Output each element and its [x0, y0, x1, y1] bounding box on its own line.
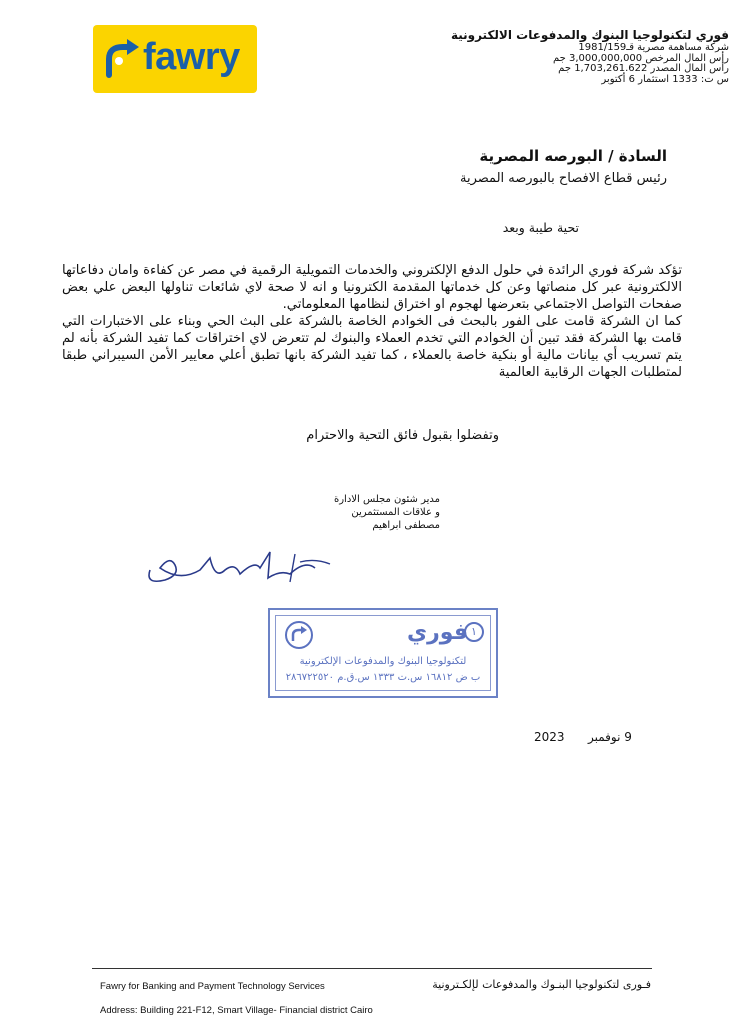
commercial-register: س ت: 1333 استثمار 6 أكتوبر [601, 73, 729, 85]
body-paragraph-2: كما ان الشركة قامت على الفور بالبحث فى الخوادم الخاصة بالشركة على البث الحي وبناء على الاختبارات التي قامت بها الشركة فقد تبين أن الخوادم التي تخدم العملاء والبنوك لم تتعرض لاي اختراقات كما تفيد الشركة بأنه لم يتم تسريب أي بيانات مالية أو بنكية خاصة بالعملاء ، كما تفيد الشركة بانها تطبق أعلي معايير الأمن السيبراني طبقا لمتطلبات الجهات الرقابية العالمية [62, 314, 682, 380]
stamp-number-badge: ١ [464, 622, 484, 642]
stamp-line-1: لتكنولوجيا البنوك والمدفوعات الإلكترونية [299, 656, 467, 667]
signatory-title-1: مدير شئون مجلس الادارة [333, 494, 440, 505]
footer-company-ar: فـورى لتكنولوجيا البنـوك والمدفوعات لإلكـترونية [432, 978, 651, 991]
company-header [409, 28, 729, 85]
fawry-logo [93, 25, 257, 93]
letter-body [62, 262, 682, 381]
fawry-arrow-icon [105, 39, 141, 79]
stamp-company-name: فوري [406, 620, 468, 645]
date-year: 2023 [534, 730, 565, 744]
company-stamp [268, 608, 498, 698]
footer-divider [92, 968, 652, 969]
signatory-block [300, 493, 440, 532]
date-day-month: 9 نوفمبر [588, 730, 632, 744]
company-name: فوري لتكنولوجيا البنوك والمدفوعات الالكترونية [450, 28, 729, 42]
recipient-subtitle: رئيس قطاع الافصاح بالبورصه المصرية [460, 171, 667, 186]
footer-address: Address: Building 221-F12, Smart Village- Financial district Cairo [100, 1005, 373, 1016]
issued-capital: رأس المال المصدر 1,703,261.622 جم [558, 63, 729, 74]
authorized-capital: رأس المال المرخص 3,000,000,000 جم [552, 52, 729, 64]
company-registration: شركة مساهمة مصرية قـ1981/159 [578, 42, 729, 53]
signatory-title-2: و علاقات المستثمرين [351, 507, 440, 518]
greeting: تحية طيبة وبعد [502, 220, 579, 235]
stamp-logo-icon [284, 620, 314, 650]
recipient-title: السادة / البورصه المصرية [479, 147, 667, 165]
closing-line: وتفضلوا بقبول فائق التحية والاحترام [306, 428, 499, 443]
signatory-name: مصطفى ابراهيم [372, 520, 440, 531]
handwritten-signature [140, 540, 340, 590]
logo-wordmark: fawry [143, 36, 240, 78]
footer-company-en: Fawry for Banking and Payment Technology Services [100, 981, 325, 992]
body-paragraph-1: تؤكد شركة فوري الرائدة في حلول الدفع الإلكتروني والخدمات التمويلية الرقمية في مصر عن كفاءة وامان دفاعاتها الالكترونية عبر كل منصاتها وعن كل خدماتها المقدمة الكترونيا و انه لا صحة لاي شائعات تناولها البعض علي بعض صفحات التواصل الاجتماعي بتعرضها لهجوم او اختراق لنظامها المعلوماتي. [62, 263, 682, 312]
stamp-line-2: ب ض ١٦٨١٢ س.ت ١٣٣٣ س.ق.م ٢٨٦٧٢٢٥٢٠ [285, 672, 481, 683]
